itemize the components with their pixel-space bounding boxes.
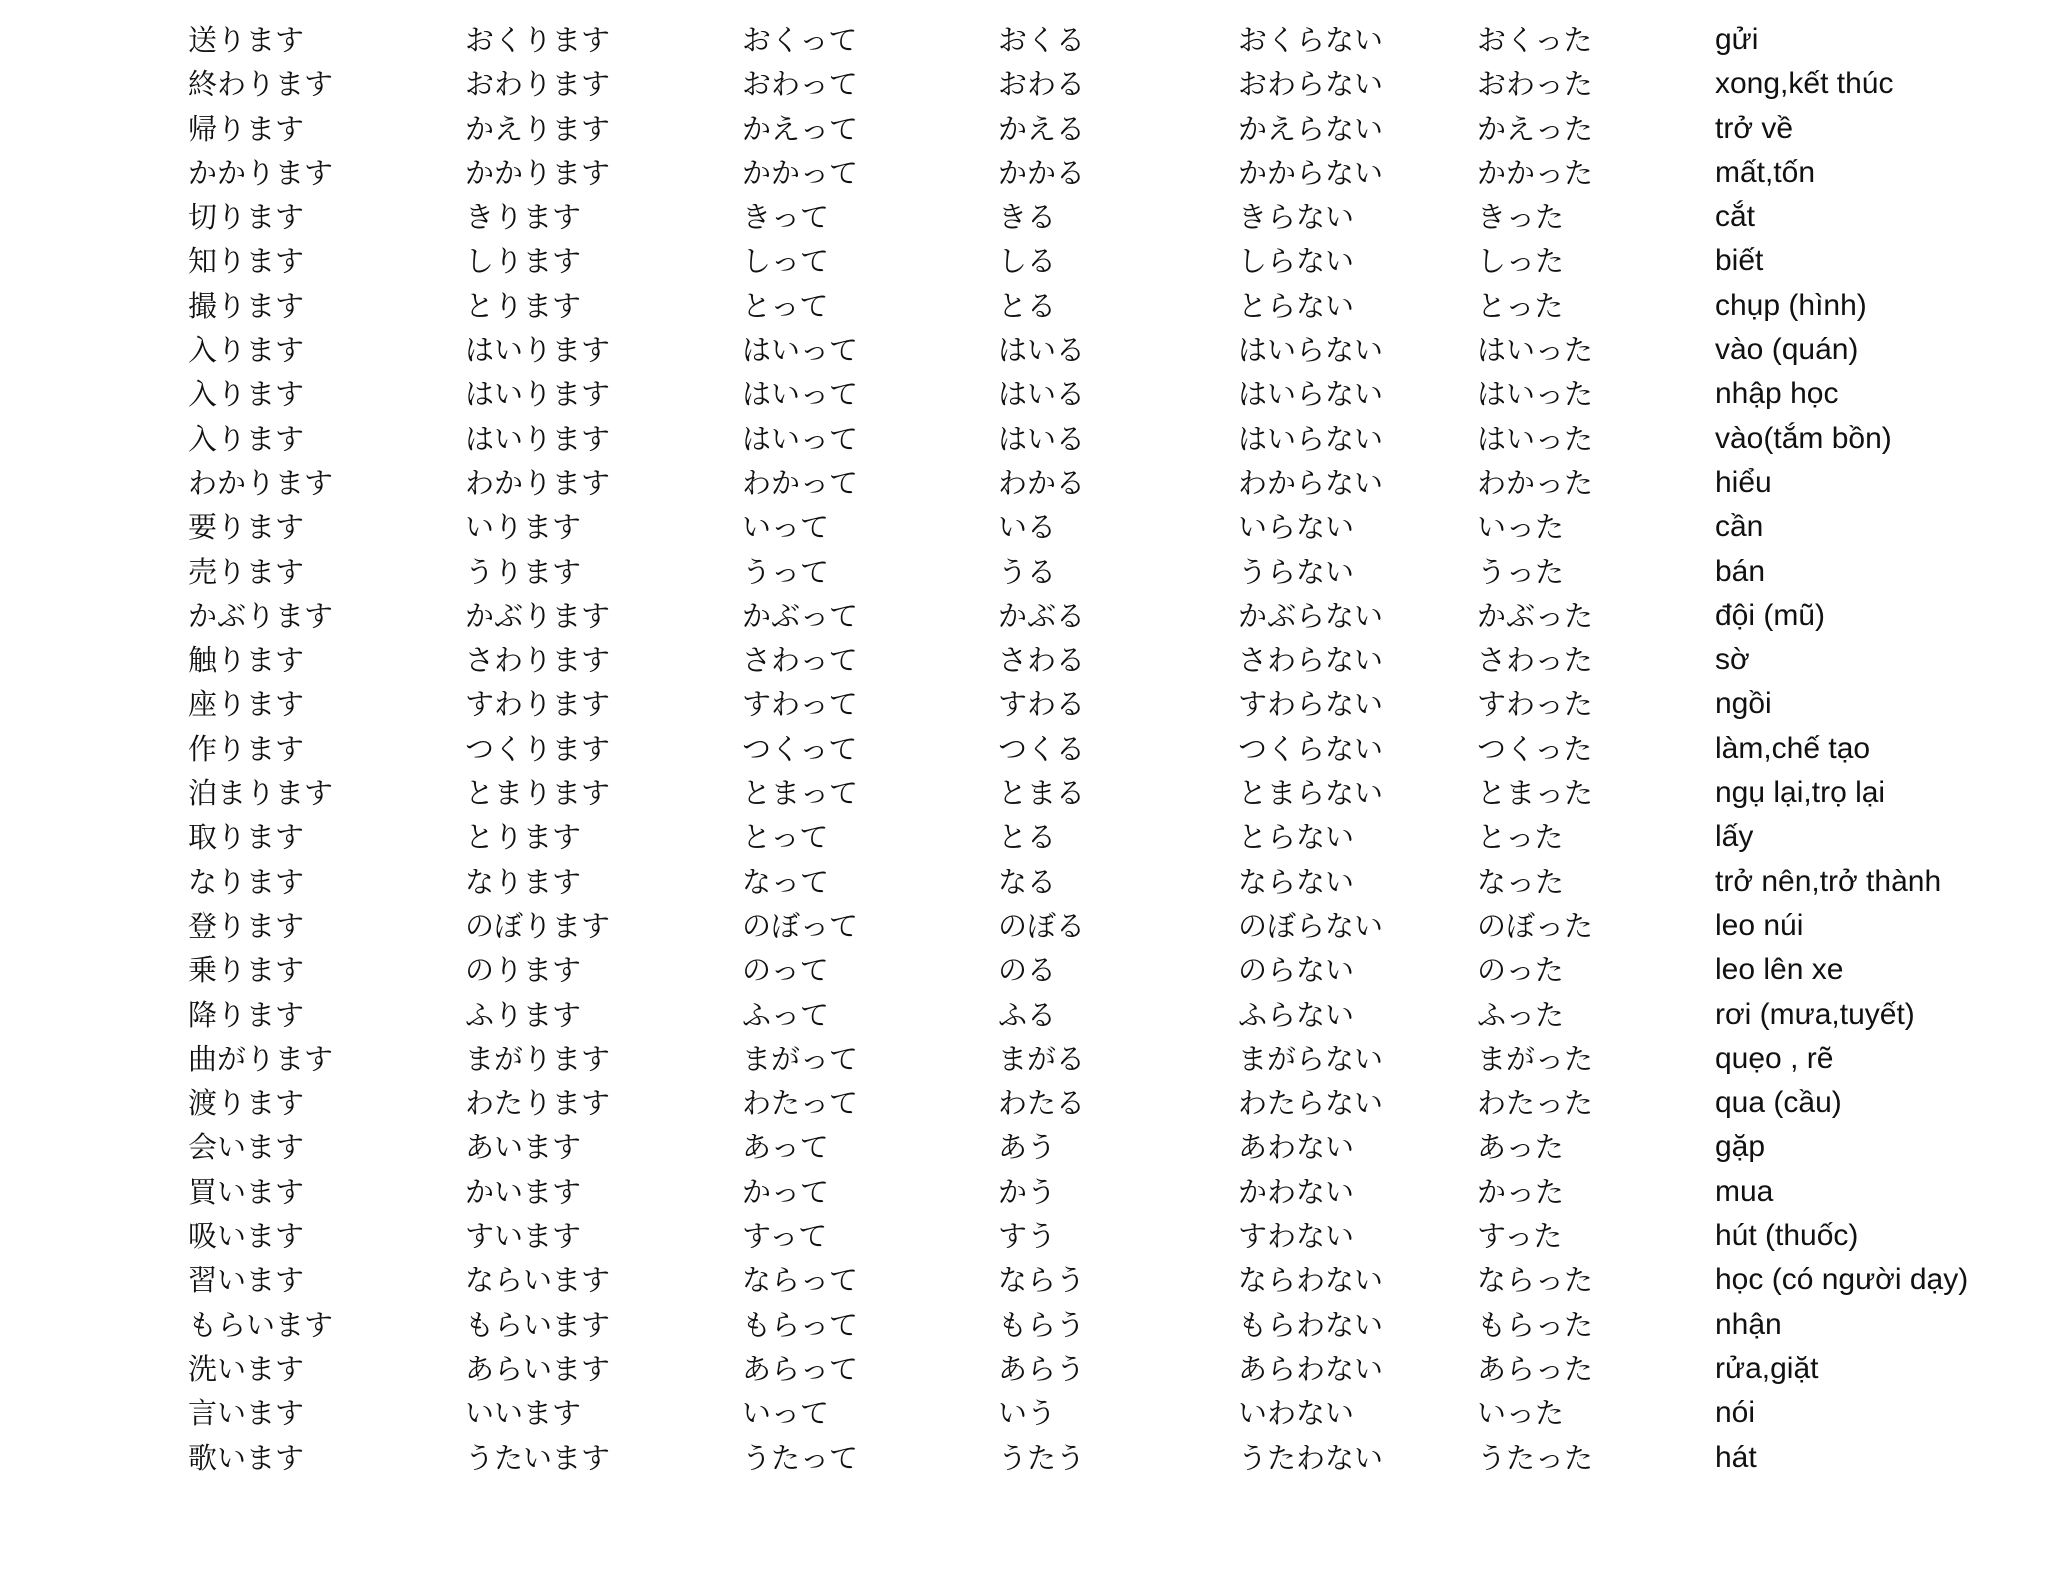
nai-form-cell: すわらない — [1238, 687, 1384, 722]
dictionary-form-cell: うる — [998, 554, 1057, 589]
masu-form-cell: 売ります — [188, 554, 305, 589]
ta-form-cell: あらった — [1477, 1351, 1594, 1386]
nai-form-cell: いわない — [1238, 1396, 1355, 1431]
table-row — [0, 62, 2048, 106]
dictionary-form-cell: もらう — [998, 1307, 1086, 1342]
ta-form-cell: はいった — [1477, 333, 1594, 368]
ta-form-cell: うたった — [1477, 1440, 1594, 1475]
masu-reading-cell: ならいます — [465, 1263, 611, 1298]
masu-form-cell: 切ります — [188, 200, 305, 235]
masu-reading-cell: うります — [465, 554, 582, 589]
te-form-cell: うたって — [742, 1440, 859, 1475]
table-row — [0, 594, 2048, 638]
table-row — [0, 18, 2048, 62]
dictionary-form-cell: かう — [998, 1174, 1057, 1209]
meaning-cell: hút (thuốc) — [1715, 1219, 1859, 1253]
te-form-cell: いって — [742, 510, 830, 545]
meaning-cell: leo núi — [1715, 908, 1804, 942]
masu-reading-cell: はいります — [465, 421, 611, 456]
nai-form-cell: つくらない — [1238, 731, 1384, 766]
masu-reading-cell: とります — [465, 820, 582, 855]
dictionary-form-cell: とまる — [998, 776, 1086, 811]
ta-form-cell: かった — [1477, 1174, 1565, 1209]
nai-form-cell: かぶらない — [1238, 598, 1384, 633]
table-row — [0, 904, 2048, 948]
nai-form-cell: おわらない — [1238, 67, 1384, 102]
meaning-cell: cần — [1715, 510, 1764, 544]
ta-form-cell: おわった — [1477, 67, 1593, 102]
te-form-cell: まがって — [742, 1041, 859, 1076]
dictionary-form-cell: のる — [998, 953, 1057, 988]
masu-form-cell: 取ります — [188, 820, 305, 855]
nai-form-cell: さわらない — [1238, 643, 1384, 678]
meaning-cell: học (có người dạy) — [1715, 1263, 1969, 1297]
meaning-cell: gửi — [1715, 23, 1759, 56]
masu-form-cell: 入ります — [188, 421, 305, 456]
nai-form-cell: あわない — [1238, 1130, 1355, 1165]
ta-form-cell: かぶった — [1477, 598, 1594, 633]
table-row — [0, 1125, 2048, 1169]
nai-form-cell: のらない — [1238, 953, 1355, 988]
meaning-cell: chụp (hình) — [1715, 288, 1867, 322]
te-form-cell: きって — [742, 200, 830, 235]
table-row — [0, 727, 2048, 771]
ta-form-cell: わたった — [1477, 1086, 1594, 1121]
masu-reading-cell: うたいます — [465, 1440, 611, 1475]
ta-form-cell: しった — [1477, 244, 1565, 279]
masu-reading-cell: しります — [465, 244, 582, 279]
masu-reading-cell: かぶります — [465, 598, 611, 633]
dictionary-form-cell: さわる — [998, 643, 1086, 678]
nai-form-cell: かわない — [1238, 1174, 1355, 1209]
meaning-cell: nhập học — [1715, 377, 1839, 411]
masu-reading-cell: もらいます — [465, 1307, 611, 1342]
meaning-cell: vào(tắm bồn) — [1715, 421, 1892, 455]
masu-reading-cell: きります — [465, 200, 582, 235]
dictionary-form-cell: ならう — [998, 1263, 1086, 1298]
te-form-cell: つくって — [742, 731, 858, 766]
dictionary-form-cell: おくる — [998, 23, 1086, 57]
nai-form-cell: わからない — [1238, 465, 1384, 500]
ta-form-cell: まがった — [1477, 1041, 1594, 1076]
table-row — [0, 1436, 2048, 1480]
meaning-cell: ngồi — [1715, 687, 1772, 721]
table-row — [0, 239, 2048, 283]
meaning-cell: xong,kết thúc — [1715, 67, 1894, 101]
meaning-cell: trở nên,trở thành — [1715, 864, 1942, 898]
masu-reading-cell: のぼります — [465, 908, 611, 943]
masu-form-cell: 座ります — [188, 687, 305, 722]
masu-reading-cell: わかります — [465, 465, 611, 500]
te-form-cell: はいって — [742, 421, 859, 456]
te-form-cell: さわって — [742, 643, 858, 678]
meaning-cell: hát — [1715, 1440, 1757, 1474]
meaning-cell: lấy — [1715, 820, 1754, 854]
nai-form-cell: あらわない — [1238, 1351, 1384, 1386]
table-row — [0, 372, 2048, 416]
masu-form-cell: かぶります — [188, 598, 334, 633]
ta-form-cell: いった — [1477, 510, 1565, 545]
masu-form-cell: もらいます — [188, 1307, 334, 1342]
dictionary-form-cell: いう — [998, 1396, 1057, 1431]
masu-form-cell: 買います — [188, 1174, 305, 1209]
table-row — [0, 284, 2048, 328]
masu-form-cell: 歌います — [188, 1440, 305, 1475]
masu-form-cell: 作ります — [188, 731, 305, 766]
table-row — [0, 993, 2048, 1037]
te-form-cell: なって — [742, 864, 830, 899]
masu-reading-cell: あいます — [465, 1130, 582, 1165]
te-form-cell: とって — [742, 288, 829, 323]
masu-form-cell: 吸います — [188, 1219, 305, 1254]
nai-form-cell: うたわない — [1238, 1440, 1384, 1475]
dictionary-form-cell: はいる — [998, 377, 1086, 412]
masu-form-cell: 渡ります — [188, 1086, 305, 1121]
nai-form-cell: いらない — [1238, 510, 1355, 545]
masu-form-cell: 終わります — [188, 67, 334, 102]
nai-form-cell: のぼらない — [1238, 908, 1384, 943]
dictionary-form-cell: あう — [998, 1130, 1057, 1165]
ta-form-cell: すった — [1477, 1219, 1563, 1254]
te-form-cell: おわって — [742, 67, 858, 102]
masu-form-cell: 要ります — [188, 510, 305, 545]
ta-form-cell: のぼった — [1477, 908, 1594, 943]
te-form-cell: のぼって — [742, 908, 859, 943]
meaning-cell: nhận — [1715, 1307, 1782, 1341]
masu-reading-cell: はいります — [465, 377, 611, 412]
meaning-cell: qua (cầu) — [1715, 1086, 1842, 1120]
meaning-cell: sờ — [1715, 643, 1750, 677]
masu-reading-cell: とまります — [465, 776, 611, 811]
ta-form-cell: きった — [1477, 200, 1565, 235]
dictionary-form-cell: あらう — [998, 1351, 1086, 1386]
meaning-cell: hiểu — [1715, 465, 1772, 499]
nai-form-cell: かからない — [1238, 155, 1384, 190]
masu-form-cell: 降ります — [188, 997, 305, 1032]
dictionary-form-cell: なる — [998, 864, 1057, 899]
ta-form-cell: つくった — [1477, 731, 1593, 766]
table-row — [0, 682, 2048, 726]
ta-form-cell: はいった — [1477, 421, 1594, 456]
masu-reading-cell: ふります — [465, 997, 582, 1032]
nai-form-cell: とまらない — [1238, 776, 1384, 811]
masu-reading-cell: いいます — [465, 1396, 582, 1431]
masu-reading-cell: かえります — [465, 111, 611, 146]
te-form-cell: もらって — [742, 1307, 859, 1342]
nai-form-cell: とらない — [1238, 820, 1355, 855]
meaning-cell: đội (mũ) — [1715, 598, 1826, 632]
dictionary-form-cell: わたる — [998, 1086, 1086, 1121]
te-form-cell: おくって — [742, 23, 858, 57]
te-form-cell: しって — [742, 244, 830, 279]
nai-form-cell: はいらない — [1238, 421, 1384, 456]
meaning-cell: bán — [1715, 554, 1766, 588]
meaning-cell: trở về — [1715, 111, 1794, 145]
table-row — [0, 1081, 2048, 1125]
ta-form-cell: とまった — [1477, 776, 1594, 811]
table-row — [0, 328, 2048, 372]
meaning-cell: rơi (mưa,tuyết) — [1715, 997, 1915, 1031]
table-row — [0, 1347, 2048, 1391]
masu-reading-cell: すわります — [465, 687, 611, 722]
dictionary-form-cell: つくる — [998, 731, 1086, 766]
te-form-cell: はいって — [742, 377, 859, 412]
dictionary-form-cell: とる — [998, 820, 1057, 855]
dictionary-form-cell: とる — [998, 288, 1057, 323]
dictionary-form-cell: おわる — [998, 67, 1086, 102]
nai-form-cell: はいらない — [1238, 333, 1384, 368]
ta-form-cell: とった — [1477, 288, 1564, 323]
te-form-cell: かえって — [742, 111, 859, 146]
masu-reading-cell: まがります — [465, 1041, 611, 1076]
dictionary-form-cell: わかる — [998, 465, 1086, 500]
nai-form-cell: まがらない — [1238, 1041, 1384, 1076]
masu-form-cell: 触ります — [188, 643, 305, 678]
ta-form-cell: とった — [1477, 820, 1564, 855]
masu-reading-cell: かいます — [465, 1174, 582, 1209]
te-form-cell: かって — [742, 1174, 830, 1209]
meaning-cell: mất,tốn — [1715, 155, 1816, 189]
masu-reading-cell: とります — [465, 288, 582, 323]
table-row — [0, 860, 2048, 904]
nai-form-cell: かえらない — [1238, 111, 1384, 146]
masu-reading-cell: わたります — [465, 1086, 611, 1121]
masu-form-cell: かかります — [188, 155, 334, 190]
te-form-cell: いって — [742, 1396, 830, 1431]
masu-form-cell: 入ります — [188, 333, 305, 368]
nai-form-cell: ならない — [1238, 864, 1355, 899]
ta-form-cell: おくった — [1477, 23, 1593, 57]
dictionary-form-cell: すう — [998, 1219, 1057, 1254]
nai-form-cell: しらない — [1238, 244, 1355, 279]
verb-conjugation-table — [0, 18, 2048, 1480]
masu-form-cell: 帰ります — [188, 111, 305, 146]
table-row — [0, 815, 2048, 859]
ta-form-cell: もらった — [1477, 1307, 1594, 1342]
masu-form-cell: 会います — [188, 1130, 305, 1165]
te-form-cell: わたって — [742, 1086, 859, 1121]
masu-form-cell: 習います — [188, 1263, 305, 1298]
te-form-cell: すって — [742, 1219, 828, 1254]
masu-reading-cell: さわります — [465, 643, 611, 678]
masu-form-cell: 泊まります — [188, 776, 334, 811]
meaning-cell: quẹo , rẽ — [1715, 1041, 1834, 1075]
masu-reading-cell: はいります — [465, 333, 611, 368]
dictionary-form-cell: いる — [998, 510, 1057, 545]
nai-form-cell: きらない — [1238, 200, 1355, 235]
meaning-cell: biết — [1715, 244, 1764, 278]
dictionary-form-cell: しる — [998, 244, 1057, 279]
ta-form-cell: ならった — [1477, 1263, 1594, 1298]
masu-reading-cell: のります — [465, 953, 582, 988]
masu-reading-cell: おわります — [465, 67, 611, 102]
masu-form-cell: 入ります — [188, 377, 305, 412]
table-row — [0, 550, 2048, 594]
meaning-cell: cắt — [1715, 200, 1756, 234]
dictionary-form-cell: きる — [998, 200, 1057, 235]
table-row — [0, 771, 2048, 815]
masu-form-cell: 洗います — [188, 1351, 305, 1386]
ta-form-cell: わかった — [1477, 465, 1594, 500]
te-form-cell: わかって — [742, 465, 859, 500]
dictionary-form-cell: のぼる — [998, 908, 1086, 943]
meaning-cell: rửa,giặt — [1715, 1351, 1819, 1385]
nai-form-cell: おくらない — [1238, 23, 1384, 57]
te-form-cell: はいって — [742, 333, 859, 368]
ta-form-cell: すわった — [1477, 687, 1593, 722]
ta-form-cell: のった — [1477, 953, 1564, 988]
dictionary-form-cell: かかる — [998, 155, 1086, 190]
masu-reading-cell: おくります — [465, 23, 611, 57]
nai-form-cell: もらわない — [1238, 1307, 1384, 1342]
table-row — [0, 1037, 2048, 1081]
masu-form-cell: 知ります — [188, 244, 305, 279]
masu-reading-cell: あらいます — [465, 1351, 611, 1386]
masu-form-cell: なります — [188, 864, 305, 899]
nai-form-cell: すわない — [1238, 1219, 1355, 1254]
meaning-cell: làm,chế tạo — [1715, 731, 1871, 765]
nai-form-cell: はいらない — [1238, 377, 1384, 412]
table-row — [0, 195, 2048, 239]
meaning-cell: leo lên xe — [1715, 953, 1844, 987]
meaning-cell: nói — [1715, 1396, 1756, 1430]
dictionary-form-cell: かえる — [998, 111, 1086, 146]
nai-form-cell: わたらない — [1238, 1086, 1384, 1121]
masu-form-cell: 撮ります — [188, 288, 305, 323]
masu-reading-cell: つくります — [465, 731, 611, 766]
nai-form-cell: ふらない — [1238, 997, 1355, 1032]
meaning-cell: ngụ lại,trọ lại — [1715, 776, 1886, 810]
table-row — [0, 461, 2048, 505]
table-row — [0, 1170, 2048, 1214]
te-form-cell: のって — [742, 953, 829, 988]
te-form-cell: あって — [742, 1130, 829, 1165]
te-form-cell: とまって — [742, 776, 859, 811]
nai-form-cell: ならわない — [1238, 1263, 1384, 1298]
table-row — [0, 1303, 2048, 1347]
te-form-cell: ならって — [742, 1263, 859, 1298]
nai-form-cell: とらない — [1238, 288, 1355, 323]
table-row — [0, 1391, 2048, 1435]
dictionary-form-cell: かぶる — [998, 598, 1086, 633]
ta-form-cell: うった — [1477, 554, 1565, 589]
masu-form-cell: 曲がります — [188, 1041, 334, 1076]
table-row — [0, 1214, 2048, 1258]
te-form-cell: とって — [742, 820, 829, 855]
te-form-cell: かかって — [742, 155, 859, 190]
table-row — [0, 638, 2048, 682]
table-row — [0, 107, 2048, 151]
te-form-cell: かぶって — [742, 598, 859, 633]
meaning-cell: vào (quán) — [1715, 333, 1859, 367]
ta-form-cell: なった — [1477, 864, 1565, 899]
masu-form-cell: 送ります — [188, 23, 305, 57]
dictionary-form-cell: すわる — [998, 687, 1086, 722]
meaning-cell: mua — [1715, 1174, 1774, 1208]
dictionary-form-cell: ふる — [998, 997, 1057, 1032]
te-form-cell: すわって — [742, 687, 858, 722]
table-row — [0, 948, 2048, 992]
te-form-cell: うって — [742, 554, 830, 589]
table-row — [0, 1258, 2048, 1302]
te-form-cell: ふって — [742, 997, 830, 1032]
dictionary-form-cell: はいる — [998, 333, 1086, 368]
masu-form-cell: 乗ります — [188, 953, 305, 988]
table-row — [0, 505, 2048, 549]
dictionary-form-cell: うたう — [998, 1440, 1086, 1475]
table-row — [0, 151, 2048, 195]
ta-form-cell: あった — [1477, 1130, 1564, 1165]
table-row — [0, 417, 2048, 461]
ta-form-cell: ふった — [1477, 997, 1565, 1032]
meaning-cell: gặp — [1715, 1130, 1766, 1164]
dictionary-form-cell: まがる — [998, 1041, 1086, 1076]
ta-form-cell: いった — [1477, 1396, 1565, 1431]
nai-form-cell: うらない — [1238, 554, 1355, 589]
masu-reading-cell: すいます — [465, 1219, 582, 1254]
ta-form-cell: かかった — [1477, 155, 1594, 190]
masu-reading-cell: かかります — [465, 155, 611, 190]
masu-form-cell: わかります — [188, 465, 334, 500]
ta-form-cell: かえった — [1477, 111, 1594, 146]
ta-form-cell: さわった — [1477, 643, 1593, 678]
masu-reading-cell: なります — [465, 864, 582, 899]
te-form-cell: あらって — [742, 1351, 859, 1386]
masu-form-cell: 言います — [188, 1396, 305, 1431]
dictionary-form-cell: はいる — [998, 421, 1086, 456]
masu-form-cell: 登ります — [188, 908, 305, 943]
ta-form-cell: はいった — [1477, 377, 1594, 412]
masu-reading-cell: いります — [465, 510, 582, 545]
